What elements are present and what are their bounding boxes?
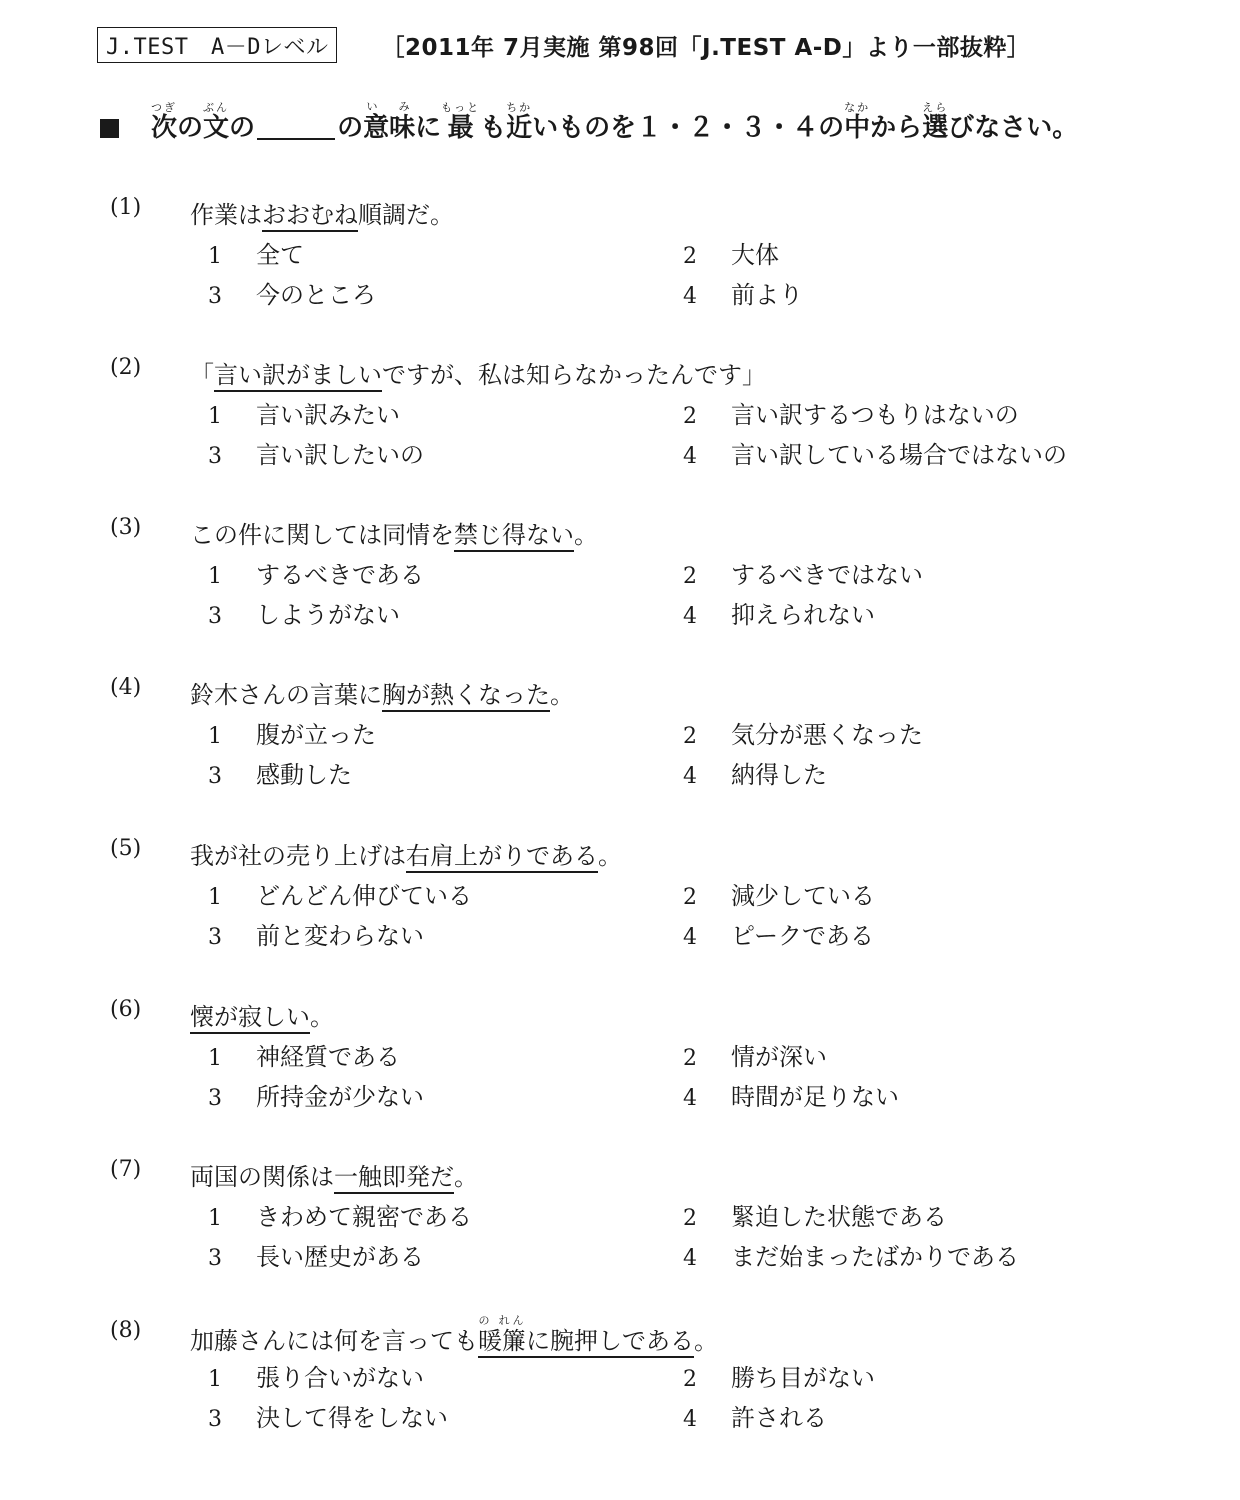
question-text: 懐が寂しい。 [190, 997, 334, 1032]
question-text: 作業はおおむね順調だ。 [190, 195, 454, 230]
question-number: (7) [110, 1157, 142, 1182]
option-4[interactable]: 4 言い訳している場合ではないの [683, 441, 1067, 469]
option-4[interactable]: 4 前より [683, 281, 803, 309]
instruction [100, 100, 1078, 144]
question-text: 加藤さんには何を言っても暖簾の れんに腕押しである。 [190, 1314, 718, 1356]
underlined-phrase: 胸が熱くなった [382, 681, 550, 712]
option-4[interactable]: 4 まだ始まったばかりである [683, 1243, 1019, 1271]
option-3[interactable]: 3 今のところ [208, 281, 376, 309]
blank-line [257, 137, 335, 140]
option-3[interactable]: 3 前と変わらない [208, 922, 424, 950]
question-number: (6) [110, 997, 142, 1022]
ruby-word: 中なか [844, 101, 871, 143]
option-1[interactable]: 1 神経質である [208, 1043, 400, 1071]
level-label: J.TEST A－Dレベル [97, 27, 337, 63]
question-text: 両国の関係は一触即発だ。 [190, 1157, 478, 1192]
ruby-word: 最もっと [441, 101, 481, 143]
text: に [415, 113, 442, 143]
option-3[interactable]: 3 決して得をしない [208, 1404, 448, 1432]
question-text: 「言い訳がましいですが、私は知らなかったんです」 [190, 355, 766, 390]
underlined-phrase: 言い訳がましい [214, 361, 382, 392]
option-1[interactable]: 1 張り合いがない [208, 1364, 424, 1392]
underlined-phrase: おおむね [262, 201, 358, 232]
text: いものを１・２・３・４の [532, 113, 845, 143]
underlined-phrase: 一触即発だ [334, 1163, 454, 1194]
ruby-word: 近ちか [506, 101, 533, 143]
option-1[interactable]: 1 どんどん伸びている [208, 882, 472, 910]
option-2[interactable]: 2 勝ち目がない [683, 1364, 875, 1392]
text: の [229, 113, 256, 143]
option-1[interactable]: 1 腹が立った [208, 721, 376, 749]
option-2[interactable]: 2 情が深い [683, 1043, 827, 1071]
ruby-word: 選えら [922, 101, 949, 143]
question-text: 我が社の売り上げは右肩上がりである。 [190, 836, 622, 871]
option-1[interactable]: 1 きわめて親密である [208, 1203, 472, 1231]
ruby-word: 文ぶん [203, 101, 230, 143]
source-note: ［2011年 7月実施 第98回「J.TEST A-D」より一部抜粋］ [381, 34, 1031, 61]
option-2[interactable]: 2 気分が悪くなった [683, 721, 923, 749]
option-4[interactable]: 4 納得した [683, 761, 827, 789]
option-1[interactable]: 1 言い訳みたい [208, 401, 400, 429]
option-3[interactable]: 3 しようがない [208, 601, 400, 629]
text: びなさい。 [948, 113, 1079, 143]
option-2[interactable]: 2 減少している [683, 882, 875, 910]
option-2[interactable]: 2 言い訳するつもりはないの [683, 401, 1019, 429]
ruby-word: 次つぎ [151, 101, 178, 143]
option-2[interactable]: 2 するべきではない [683, 561, 923, 589]
question-number: (1) [110, 195, 142, 220]
square-bullet-icon [100, 119, 119, 138]
option-1[interactable]: 1 全て [208, 241, 304, 269]
question-number: (2) [110, 355, 142, 380]
question-number: (8) [110, 1318, 142, 1343]
option-4[interactable]: 4 許される [683, 1404, 827, 1432]
question-number: (3) [110, 515, 142, 540]
text: も [480, 113, 507, 143]
option-4[interactable]: 4 時間が足りない [683, 1083, 899, 1111]
underlined-phrase: 右肩上がりである [406, 842, 598, 873]
text: から [870, 113, 923, 143]
text: の [177, 113, 204, 143]
question-number: (4) [110, 675, 142, 700]
option-1[interactable]: 1 するべきである [208, 561, 424, 589]
option-3[interactable]: 3 感動した [208, 761, 352, 789]
underlined-phrase: 禁じ得ない [454, 521, 574, 552]
option-4[interactable]: 4 ピークである [683, 922, 875, 950]
ruby-word: 意味い み [363, 100, 416, 143]
option-2[interactable]: 2 緊迫した状態である [683, 1203, 947, 1231]
header [97, 26, 1030, 64]
option-3[interactable]: 3 長い歴史がある [208, 1243, 424, 1271]
text: の [337, 113, 364, 143]
question-number: (5) [110, 836, 142, 861]
underlined-phrase: 懐が寂しい [190, 1003, 310, 1034]
question-text: この件に関しては同情を禁じ得ない。 [190, 515, 598, 550]
option-3[interactable]: 3 言い訳したいの [208, 441, 424, 469]
underlined-phrase: 暖簾の れんに腕押しである [478, 1327, 694, 1358]
option-4[interactable]: 4 抑えられない [683, 601, 875, 629]
option-2[interactable]: 2 大体 [683, 241, 779, 269]
option-3[interactable]: 3 所持金が少ない [208, 1083, 424, 1111]
question-text: 鈴木さんの言葉に胸が熱くなった。 [190, 675, 574, 710]
